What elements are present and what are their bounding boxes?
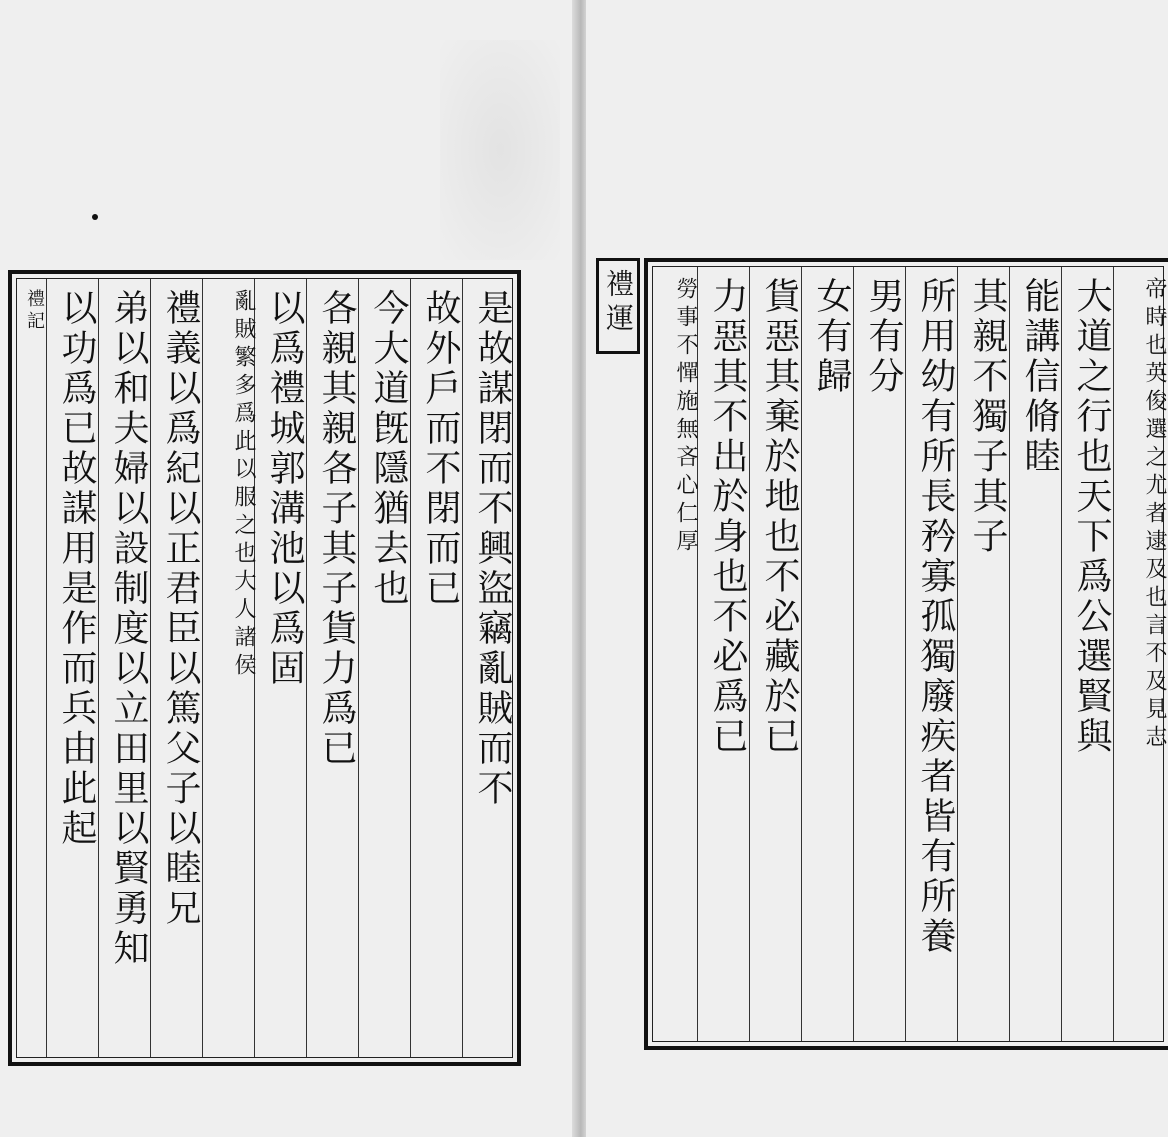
left-col-6 xyxy=(202,279,255,1057)
right-column-text: 力惡其不出於身也不必爲已 xyxy=(707,277,748,757)
left-column-text: 故外戶而不閉而已 xyxy=(420,289,461,609)
left-column-text: 是故謀閉而不興盜竊亂賊而不 xyxy=(472,289,513,809)
right-column-text: 所用幼有所長矜寡孤獨廢疾者皆有所養 xyxy=(915,277,956,957)
right-col-2 xyxy=(1061,267,1114,1041)
left-column-note: 亂賊繁多爲此以服之也大人諸侯 xyxy=(231,289,256,681)
left-margin-header: 禮記 xyxy=(24,289,45,333)
right-column-note: 勞事不憚施無吝心仁厚 xyxy=(673,277,698,557)
left-column-text: 以爲禮城郭溝池以爲固 xyxy=(264,289,305,689)
left-text-frame xyxy=(8,270,521,1066)
right-column-text: 大道之行也天下爲公選賢與 xyxy=(1071,277,1112,757)
left-column-text: 以功爲已故謀用是作而兵由此起 xyxy=(56,289,97,849)
chapter-label xyxy=(596,258,640,354)
left-inner-frame xyxy=(16,278,513,1058)
left-column-text: 今大道旣隱猶去也 xyxy=(368,289,409,609)
right-col-8 xyxy=(749,267,802,1041)
left-page xyxy=(0,0,580,1137)
right-text-frame xyxy=(644,258,1168,1050)
left-col-1 xyxy=(462,279,515,1057)
right-col-3 xyxy=(1009,267,1062,1041)
left-column-text: 禮義以爲紀以正君臣以篤父子以睦兄 xyxy=(160,289,201,929)
right-column-text: 男有分 xyxy=(863,277,904,397)
right-col-4 xyxy=(957,267,1010,1041)
left-column-text: 各親其親各子其子貨力爲已 xyxy=(316,289,357,769)
right-col-7 xyxy=(801,267,854,1041)
paper-stain xyxy=(440,40,560,260)
right-col-9 xyxy=(697,267,750,1041)
right-col-1 xyxy=(1113,267,1166,1041)
left-col-7 xyxy=(150,279,203,1057)
chapter-label-text: 禮運 xyxy=(602,269,635,337)
right-column-text: 能講信脩睦 xyxy=(1019,277,1060,477)
left-col-2 xyxy=(410,279,463,1057)
right-inner-frame xyxy=(652,266,1167,1042)
left-col-9 xyxy=(46,279,99,1057)
right-column-text: 女有歸 xyxy=(811,277,852,397)
right-col-5 xyxy=(905,267,958,1041)
left-col-3 xyxy=(358,279,411,1057)
left-margin-col xyxy=(17,279,46,1057)
right-column-note: 帝時也英俊選之尤者逮及也言不及見志 xyxy=(1142,277,1167,753)
right-col-6 xyxy=(853,267,906,1041)
left-column-text: 弟以和夫婦以設制度以立田里以賢勇知 xyxy=(108,289,149,969)
right-column-text: 其親不獨子其子 xyxy=(967,277,1008,557)
right-col-10 xyxy=(653,267,697,1041)
right-column-text: 貨惡其棄於地也不必藏於已 xyxy=(759,277,800,757)
left-col-8 xyxy=(98,279,151,1057)
left-col-4 xyxy=(306,279,359,1057)
right-page xyxy=(586,0,1168,1137)
left-col-5 xyxy=(254,279,307,1057)
ink-dot xyxy=(92,214,98,220)
